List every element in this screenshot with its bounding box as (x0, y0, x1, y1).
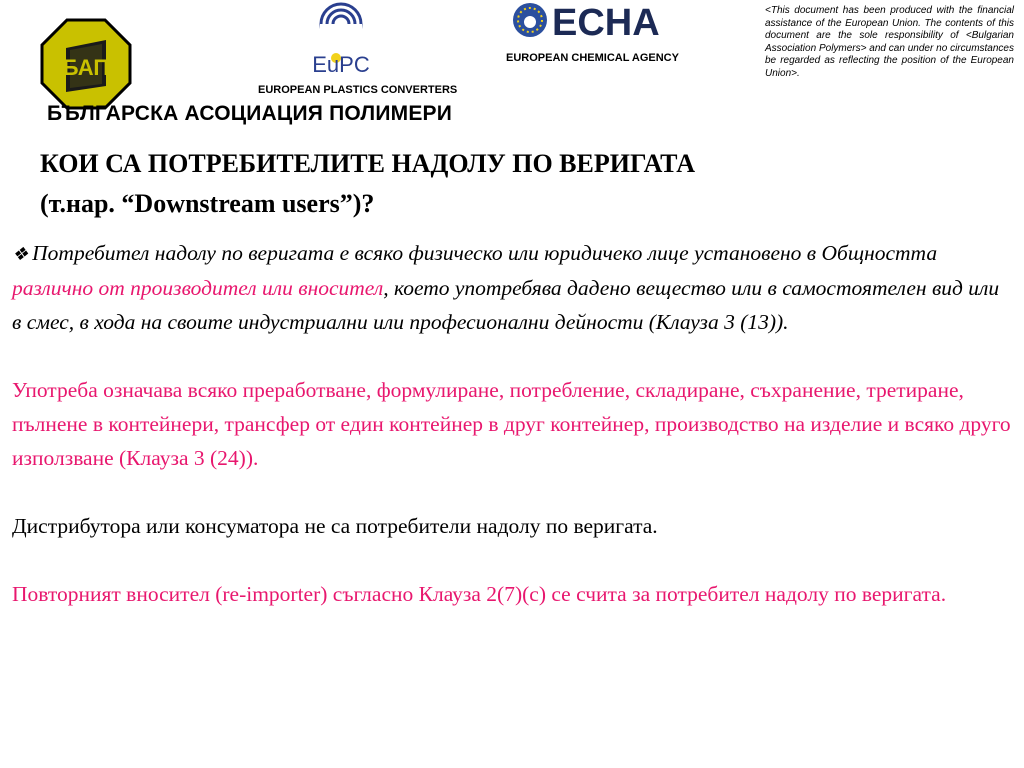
page-title (40, 144, 940, 224)
diamond-bullet-icon: ❖ (12, 244, 29, 264)
eupc-logo (300, 0, 382, 78)
eupc-logo-text: EuPC (312, 52, 370, 77)
bap-logo (40, 18, 132, 110)
eu-disclaimer: <This document has been produced with the financial assistance of the European Union. The contents of this document are the sole responsibility of <Bulgarian Association Polymers> and can under no circumstances be regarded as reflecting the position of the European Union>. (765, 5, 1014, 79)
use-definition-paragraph: Употреба означава всяко преработване, формулиране, потребление, складиране, съхранение, третиране, пълнене в контейнери, трансфер от един контейнер в друг контейнер, производство на изделие и всяко друго използване (Клауза 3 (24)). (12, 378, 1011, 470)
echa-caption: EUROPEAN CHEMICAL AGENCY (506, 52, 679, 64)
reimporter-paragraph: Повторният вносител (re-importer) съгласно Клауза 2(7)(c) се счита за потребител надолу по веригата. (12, 582, 947, 606)
association-name: БЪЛГАРСКА АСОЦИАЦИЯ ПОЛИМЕРИ (47, 102, 453, 125)
distributor-paragraph: Дистрибутора или консуматора не са потребители надолу по веригата. (12, 514, 658, 538)
eupc-caption: EUROPEAN PLASTICS CONVERTERS (258, 84, 458, 96)
body-text (12, 236, 1012, 611)
echa-logo-text: ECHA (552, 2, 660, 42)
title-line-1: КОИ СА ПОТРЕБИТЕЛИТЕ НАДОЛУ ПО ВЕРИГАТА (40, 149, 695, 178)
definition-text-part1: Потребител надолу по веригата е всяко физическо или юридичеко лице установено в Общността (32, 241, 938, 265)
definition-text-part2: , което употребява дадено вещество или в самостоятелен вид или в смес, в хода на своите индустриални или професионални дейности (Клауза 3 (13)). (12, 276, 1000, 334)
title-line-2: (т.нар. “Downstream users”)? (40, 189, 375, 218)
definition-paragraph (12, 236, 1012, 339)
bap-logo-text: БАП (62, 55, 110, 80)
definition-highlight: различно от производител или вносител (12, 276, 384, 300)
echa-logo (510, 0, 710, 42)
